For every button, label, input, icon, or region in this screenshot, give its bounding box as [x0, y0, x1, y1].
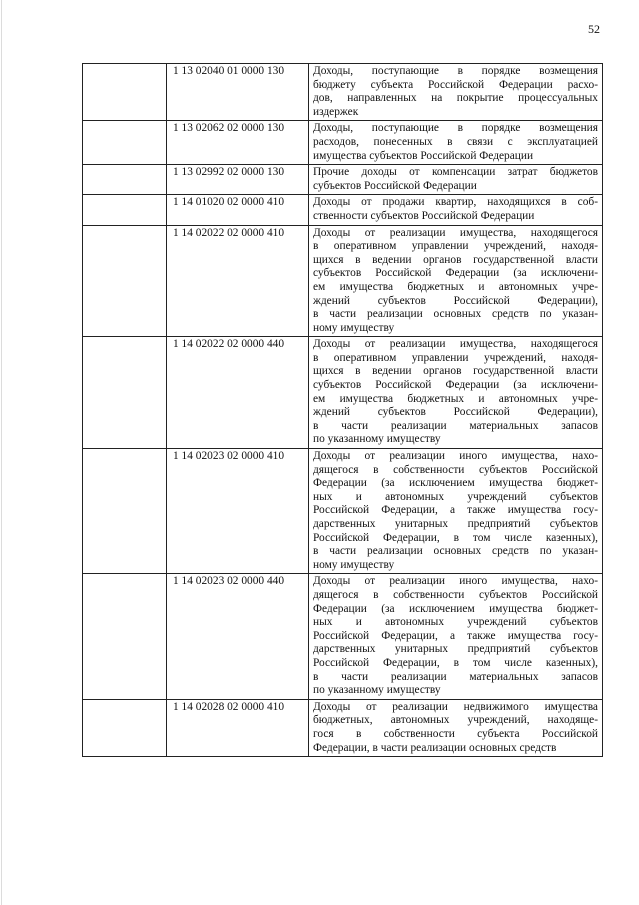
revenue-code-cell: 1 14 02023 02 0000 410	[167, 449, 309, 574]
description-line: дарственных унитарных предприятий субъектов	[313, 518, 598, 530]
page-number: 52	[588, 22, 600, 36]
revenue-code-cell: 1 14 02028 02 0000 410	[167, 699, 309, 756]
revenue-description-cell	[309, 225, 603, 337]
revenue-codes-table	[82, 63, 603, 757]
description-line: дящегося в собственности субъектов Российской	[313, 588, 598, 601]
revenue-code-cell: 1 14 02023 02 0000 440	[167, 574, 309, 699]
revenue-description-cell	[309, 699, 603, 756]
table-row	[83, 121, 603, 165]
description-line: ных и автономных учреждений субъектов	[313, 490, 598, 503]
table-row	[83, 449, 603, 574]
description-line: ем имущества бюджетных и автономных учре-	[313, 280, 598, 293]
revenue-code-cell: 1 14 01020 02 0000 410	[167, 195, 309, 225]
row-blank-cell	[83, 121, 167, 165]
table-body	[83, 64, 603, 757]
description-line: Доходы от реализации имущества, находящегося	[313, 338, 598, 351]
row-blank-cell	[83, 165, 167, 195]
revenue-description-cell	[309, 64, 603, 121]
table-row	[83, 195, 603, 225]
row-blank-cell	[83, 449, 167, 574]
description-line: в оперативном управлении учреждений, находя-	[313, 240, 598, 253]
description-line: ных и автономных учреждений субъектов	[313, 616, 598, 629]
table-row	[83, 225, 603, 337]
description-line: издержек	[313, 105, 359, 118]
row-blank-cell	[83, 699, 167, 756]
revenue-code-cell: 1 13 02992 02 0000 130	[167, 165, 309, 195]
description-line: Доходы, поступающие в порядке возмещения	[313, 122, 598, 135]
revenue-description-cell	[309, 165, 603, 195]
row-blank-cell	[83, 337, 167, 449]
description-line: в оперативном управлении учреждений, находя-	[313, 351, 598, 364]
description-line: Доходы от реализации иного имущества, нахо-	[313, 575, 598, 588]
table-row	[83, 699, 603, 756]
description-line: дящегося в собственности субъектов Российской	[313, 463, 598, 476]
revenue-description-cell	[309, 574, 603, 699]
table-row	[83, 64, 603, 121]
description-line: щихся в ведении органов государственной власти	[313, 253, 598, 266]
description-line: Прочие доходы от компенсации затрат бюджетов	[313, 166, 598, 179]
description-line: Доходы от реализации имущества, находящегося	[313, 226, 598, 239]
description-line: Российской Федерации, а также имущества госу-	[313, 629, 598, 642]
table-row	[83, 337, 603, 449]
revenue-code-cell: 1 13 02040 01 0000 130	[167, 64, 309, 121]
description-line: Доходы от реализации иного имущества, нахо-	[313, 450, 598, 463]
table-row	[83, 574, 603, 699]
revenue-description-cell	[309, 337, 603, 449]
description-line: бюджетных, автономных учреждений, находяще-	[313, 714, 598, 727]
description-line: в части реализации материальных запасов	[313, 670, 598, 683]
revenue-description-cell	[309, 449, 603, 574]
description-line: ждений субъектов Российской Федерации),	[313, 294, 598, 307]
revenue-code-cell: 1 13 02062 02 0000 130	[167, 121, 309, 165]
description-line: по указанному имуществу	[313, 433, 441, 446]
description-line: гося в собственности субъекта Российской	[313, 727, 598, 740]
description-line: Российской Федерации, а также имущества госу-	[313, 504, 598, 517]
description-line: по указанному имуществу	[313, 684, 441, 697]
description-line: субъектов Российской Федерации (за исключени-	[313, 379, 598, 392]
description-line: субъектов Российской Федерации (за исключени-	[313, 267, 598, 280]
revenue-description-cell	[309, 195, 603, 225]
description-line: Федерации (за исключением имущества бюджет-	[313, 602, 598, 615]
description-line: Доходы от продажи квартир, находящихся в соб-	[313, 196, 598, 209]
description-line: дов, направленных на покрытие процессуальных	[313, 92, 598, 105]
description-line: в части реализации материальных запасов	[313, 419, 598, 432]
revenue-description-cell	[309, 121, 603, 165]
table-row	[83, 165, 603, 195]
description-line: Доходы от реализации недвижимого имущества	[313, 700, 598, 713]
description-line: в части реализации основных средств по указан-	[313, 545, 598, 558]
description-line: Федерации, в части реализации основных средств	[313, 741, 557, 754]
row-blank-cell	[83, 64, 167, 121]
description-line: ем имущества бюджетных и автономных учре-	[313, 392, 598, 405]
description-line: щихся в ведении органов государственной власти	[313, 365, 598, 378]
description-line: имущества субъектов Российской Федерации	[313, 149, 534, 162]
description-line: Российской Федерации, в том числе казенных),	[313, 531, 598, 544]
revenue-code-cell: 1 14 02022 02 0000 440	[167, 337, 309, 449]
description-line: бюджету субъекта Российской Федерации расхо-	[313, 78, 598, 91]
description-line: в части реализации основных средств по указан-	[313, 308, 598, 321]
row-blank-cell	[83, 574, 167, 699]
description-line: Доходы, поступающие в порядке возмещения	[313, 65, 598, 77]
revenue-code-cell: 1 14 02022 02 0000 410	[167, 225, 309, 337]
description-line: субъектов Российской Федерации	[313, 179, 477, 192]
description-line: ному имуществу	[313, 321, 395, 334]
description-line: ному имуществу	[313, 558, 395, 571]
description-line: ственности субъектов Российской Федерации	[313, 209, 535, 222]
row-blank-cell	[83, 195, 167, 225]
description-line: ждений субъектов Российской Федерации),	[313, 406, 598, 419]
description-line: Российской Федерации, в том числе казенных),	[313, 656, 598, 669]
description-line: расходов, понесенных в связи с эксплуатацией	[313, 135, 598, 148]
row-blank-cell	[83, 225, 167, 337]
binding-margin-line	[1, 0, 2, 905]
description-line: Федерации (за исключением имущества бюджет-	[313, 477, 598, 490]
description-line: дарственных унитарных предприятий субъектов	[313, 643, 598, 656]
